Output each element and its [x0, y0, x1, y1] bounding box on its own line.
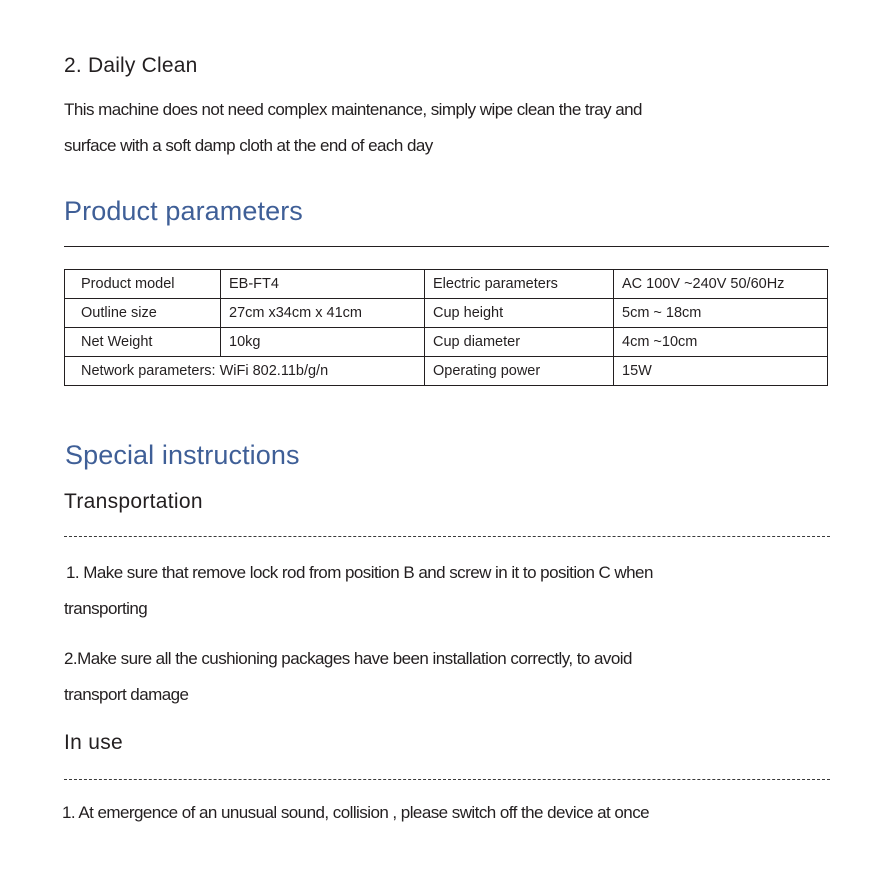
table-cell: 15W [614, 357, 828, 386]
section-divider [64, 246, 829, 247]
transport-item-1-line1: 1. Make sure that remove lock rod from position B and screw in it to position C when [66, 563, 653, 582]
table-row [65, 328, 828, 357]
table-row [65, 299, 828, 328]
transport-item-2-line1: 2.Make sure all the cushioning packages have been installation correctly, to avoid [64, 649, 632, 668]
table-cell: Outline size [65, 299, 221, 328]
table-cell: Net Weight [65, 328, 221, 357]
product-parameters-heading: Product parameters [64, 196, 303, 226]
table-cell: 27cm x34cm x 41cm [221, 299, 425, 328]
daily-clean-text-line1: This machine does not need complex maintenance, simply wipe clean the tray and [64, 100, 642, 119]
table-cell: EB-FT4 [221, 270, 425, 299]
dashed-divider [64, 536, 830, 537]
table-cell: Product model [65, 270, 221, 299]
special-instructions-heading: Special instructions [65, 440, 300, 470]
table-cell: Operating power [425, 357, 614, 386]
table-cell: 10kg [221, 328, 425, 357]
dashed-divider [64, 779, 830, 780]
table-cell: 4cm ~10cm [614, 328, 828, 357]
transport-item-2-line2: transport damage [64, 685, 189, 704]
transport-item-1-line2: transporting [64, 599, 148, 618]
transportation-heading: Transportation [64, 490, 203, 513]
table-cell: Network parameters: WiFi 802.11b/g/n [65, 357, 425, 386]
table-row [65, 270, 828, 299]
daily-clean-heading: 2. Daily Clean [64, 54, 198, 77]
table-cell: Cup height [425, 299, 614, 328]
product-parameters-table [64, 269, 828, 386]
daily-clean-text-line2: surface with a soft damp cloth at the end of each day [64, 136, 433, 155]
in-use-heading: In use [64, 731, 124, 754]
table-cell: Electric parameters [425, 270, 614, 299]
table-cell: 5cm ~ 18cm [614, 299, 828, 328]
table-cell: AC 100V ~240V 50/60Hz [614, 270, 828, 299]
table-row [65, 357, 828, 386]
in-use-item-1: 1. At emergence of an unusual sound, collision , please switch off the device at once [62, 803, 650, 822]
table-cell: Cup diameter [425, 328, 614, 357]
